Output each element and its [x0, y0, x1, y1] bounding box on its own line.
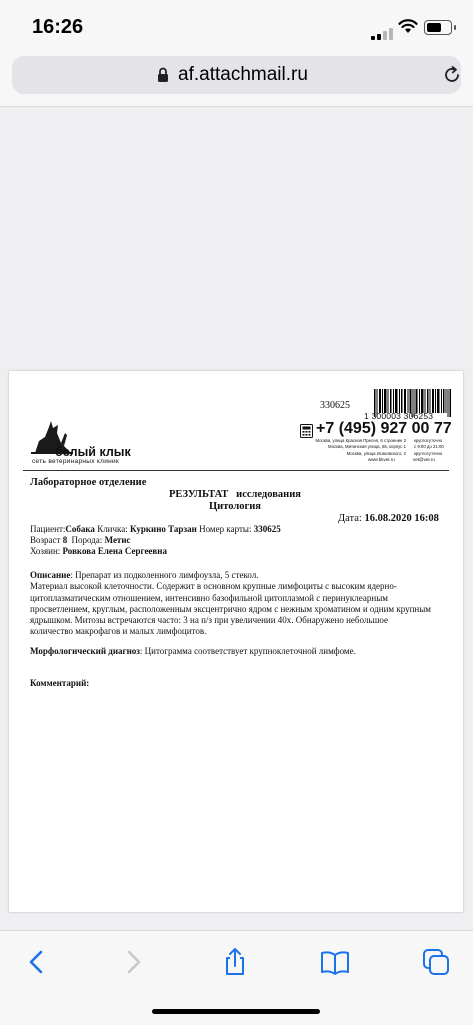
- bookmarks-button[interactable]: [320, 947, 350, 977]
- owner-line: [30, 546, 167, 556]
- age-breed-line: [30, 535, 131, 545]
- address-bar[interactable]: [12, 56, 461, 94]
- description-line: количество макрофагов и малых лимфоцитов.: [30, 626, 207, 637]
- description-section: [30, 570, 455, 638]
- battery-icon: [424, 20, 452, 35]
- diagnosis-text: : Цитограмма соответствует крупноклеточной лимфоме.: [139, 646, 356, 656]
- department-title: Лабораторное отделение: [30, 477, 147, 488]
- description-line: : Препарат из подколенного лимфоузла, 5 стекол.: [70, 570, 259, 580]
- address-block: [296, 438, 406, 457]
- description-line: Материал высокой клеточности. Содержит в основном крупные лимфоциты с высоким ядерно-: [30, 581, 397, 592]
- diagnosis-label: Морфологический диагноз: [30, 646, 140, 656]
- wifi-icon: [398, 18, 418, 34]
- back-button[interactable]: [22, 947, 52, 977]
- diagnosis-section: [30, 646, 356, 657]
- address-line: Москва, Митинская улица, 55, корпус 1: [327, 444, 406, 450]
- patient-line: [30, 524, 281, 534]
- status-bar: [0, 0, 473, 56]
- barcode-number: 1 300003 306253: [364, 411, 434, 421]
- website-text: www.bkvet.ru: [368, 457, 395, 462]
- result-subtitle: Цитология: [209, 501, 261, 512]
- comment-label: Комментарий:: [30, 678, 90, 688]
- tabs-button[interactable]: [421, 947, 451, 977]
- date-value: 16.08.2020 16:08: [364, 513, 439, 524]
- date-field: [338, 513, 439, 524]
- description-line: ядрышком. Митозы встречаются часто: 3 на п/з при увеличении 40х. Обнаружено небольшое: [30, 615, 389, 626]
- card-label: Номер карты:: [199, 524, 252, 534]
- nickname-value: Куркино Тарзан: [130, 524, 197, 534]
- email-text: vet@vet.ru: [413, 457, 435, 462]
- breed-label: Порода:: [71, 535, 103, 545]
- status-time: 16:26: [32, 16, 84, 38]
- hours-line: круглосуточно: [414, 450, 443, 456]
- browser-toolbar: [0, 930, 473, 1025]
- home-indicator: [152, 1009, 320, 1014]
- description-line: цитоплазматическим отношением, интенсивно базофильной цитоплазмой с перинуклеарным: [30, 592, 388, 603]
- phone-icon: [300, 424, 313, 438]
- age-value: 8: [62, 535, 68, 545]
- logo-name: белый клык: [55, 445, 131, 459]
- owner-label: Хозяин:: [30, 546, 61, 556]
- address-line: Москва, улица Исаковского, 2: [346, 450, 406, 456]
- forward-button[interactable]: [118, 947, 148, 977]
- lock-icon: [157, 67, 169, 83]
- owner-value: Ровкова Елена Сергеевна: [62, 546, 167, 556]
- hours-line: круглосуточно: [414, 438, 443, 443]
- browser-address-area: [0, 56, 473, 107]
- description-label: Описание: [30, 570, 71, 580]
- url-text: af.attachmail.ru: [178, 64, 308, 85]
- age-label: Возраст: [30, 535, 61, 545]
- logo-tagline: сеть ветеринарных клиник: [32, 458, 120, 465]
- description-line: просветлением, круглым, расположенным эксцентрично ядром с нежным хроматином и одним крупным: [30, 603, 431, 614]
- phone-number: +7 (495) 927 00 77: [316, 420, 452, 437]
- comment-section: [30, 678, 89, 689]
- address-line: Москва, улица Красная Пресня, 6 строение 2: [315, 438, 406, 443]
- patient-value: Собака: [65, 524, 95, 534]
- card-value: 330625: [253, 524, 281, 534]
- card-number-header: 330625: [320, 400, 350, 411]
- share-button[interactable]: [220, 947, 250, 977]
- patient-label: Пациент:: [30, 524, 66, 534]
- result-title: РЕЗУЛЬТАТ исследования: [169, 489, 301, 500]
- nickname-label: Кличка:: [97, 524, 128, 534]
- hours-block: [414, 438, 444, 457]
- date-label: Дата:: [338, 513, 362, 524]
- breed-value: Метис: [104, 535, 131, 545]
- hours-line: с 9:00 до 21:00: [414, 444, 444, 450]
- cellular-signal-icon: [371, 22, 395, 40]
- document-page: [9, 371, 463, 912]
- header-divider: [23, 470, 449, 471]
- reload-icon[interactable]: [442, 65, 462, 85]
